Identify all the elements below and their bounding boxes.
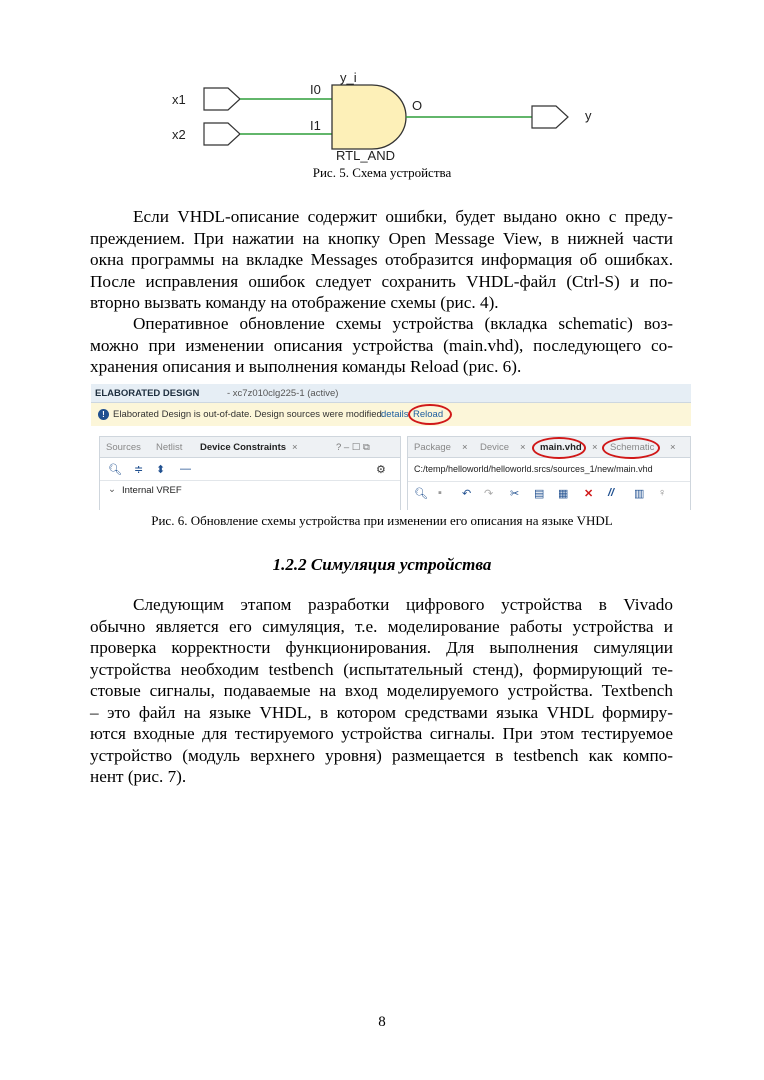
reload-link[interactable]: Reload (413, 409, 444, 420)
expand-all-icon[interactable]: ⬍ (156, 464, 166, 476)
pin-i1-label: I1 (310, 118, 321, 133)
paragraph-3-line: устройство (модуль верхнего уровня) размещается в testbench как компо- (90, 745, 673, 765)
chevron-down-icon[interactable]: ⌄ (108, 484, 116, 495)
paragraph-1-line: окна программы на вкладке Messages отобразится информация об ошибках. (90, 250, 673, 269)
editor-toolbar (408, 481, 690, 502)
paragraph-2-line: можно при изменении описания устройства (main.vhd), последующего со- (90, 335, 673, 355)
paragraph-1 (90, 206, 673, 314)
paragraph-2-line: хранения описания и выполнения команды Reload (рис. 6). (90, 357, 522, 376)
paragraph-1-line: Если VHDL-описание содержит ошибки, будет выдано окно с преду- (133, 207, 673, 226)
close-tab-icon[interactable]: × (292, 442, 298, 453)
tab-sources[interactable]: Sources (106, 442, 141, 453)
cut-icon[interactable]: ✂ (510, 488, 520, 500)
instance-name-label: y_i (340, 70, 357, 85)
tab-device[interactable]: Device (480, 442, 510, 453)
and-gate-shape (332, 85, 406, 149)
tab-package[interactable]: Package (414, 442, 451, 453)
paragraph-1-line: вторно вызвать команду на отображение схемы (рис. 4). (90, 293, 499, 312)
columns-icon[interactable]: ▥ (634, 488, 645, 500)
elaborated-design-titlebar (91, 384, 691, 403)
output-y-label: y (585, 108, 592, 123)
paragraph-3-line: стовые сигналы, подаваемые на вход моделируемого устройства. Textbench (90, 681, 673, 700)
search-icon[interactable]: 🔍︎ (108, 464, 122, 476)
out-of-date-banner (91, 403, 691, 426)
copy-icon[interactable]: ▤ (534, 488, 545, 500)
save-icon[interactable]: ▪ (438, 487, 442, 499)
main-vhd-highlight-oval (532, 437, 586, 459)
undo-icon[interactable]: ↶ (462, 488, 472, 500)
details-link[interactable]: details (381, 409, 409, 420)
reload-highlight-oval (408, 404, 452, 425)
input-port-x2-shape (204, 123, 240, 145)
info-icon: ! (98, 409, 109, 420)
out-of-date-message: Elaborated Design is out-of-date. Design sources were modified. (113, 409, 385, 420)
output-port-y-shape (532, 106, 568, 128)
figure-6-caption: Рис. 6. Обновление схемы устройства при изменении его описания на языке VHDL (151, 513, 613, 528)
paragraph-3-line: – это файл на языке VHDL, в котором средствами языка VHDL формиру- (90, 702, 673, 722)
schematic-highlight-oval (602, 437, 660, 459)
input-x2-label: x2 (172, 127, 186, 142)
paragraph-3-line: нент (рис. 7). (90, 767, 187, 786)
lightbulb-icon[interactable]: ♀ (658, 487, 667, 499)
page-number: 8 (378, 1014, 386, 1030)
paragraph-3-line: ются входные для тестируемого устройства сигналы. При этом тестируемое (90, 724, 673, 743)
tab-main-vhd[interactable]: main.vhd (540, 442, 582, 453)
editor-tab-row (408, 437, 690, 458)
paragraph-3 (90, 594, 673, 788)
schematic-figure (160, 66, 620, 166)
close-tab-icon[interactable]: × (462, 442, 468, 453)
gear-icon[interactable]: ⚙ (376, 464, 386, 476)
paragraph-3-line: проверка корректности функционирования. Для выполнения симуляции (90, 638, 673, 657)
close-tab-icon[interactable]: × (592, 442, 598, 453)
pin-i0-label: I0 (310, 82, 321, 97)
paragraph-3-line: Следующим этапом разработки цифрового устройства в Vivado (133, 595, 673, 614)
comment-icon[interactable]: // (608, 487, 615, 499)
tab-netlist[interactable]: Netlist (156, 442, 183, 453)
section-heading: 1.2.2 Симуляция устройства (272, 555, 492, 574)
sources-tab-row (100, 437, 400, 458)
paragraph-3-line: обычно является его симуляция, т.е. моделирование работы устройства и (90, 616, 673, 636)
search-icon[interactable]: 🔍︎ (414, 488, 428, 500)
close-tab-icon[interactable]: × (670, 442, 676, 453)
tab-device-constraints[interactable]: Device Constraints (200, 442, 287, 453)
paragraph-1-line: После исправления ошибок следует сохранить VHDL-файл (Ctrl-S) и по- (90, 271, 673, 291)
close-tab-icon[interactable]: × (520, 442, 526, 453)
vivado-screenshot (91, 384, 691, 510)
panel-controls[interactable]: ? – ☐ ⧉ (336, 442, 370, 453)
paste-icon[interactable]: ▦ (558, 488, 569, 500)
paragraph-2-line: Оперативное обновление схемы устройства (вкладка schematic) воз- (133, 314, 673, 333)
collapse-all-icon[interactable]: ≑ (134, 464, 144, 476)
delete-icon[interactable]: ✕ (584, 488, 594, 500)
sources-toolbar (100, 458, 400, 481)
paragraph-2 (90, 313, 673, 378)
redo-icon[interactable]: ↷ (484, 488, 494, 500)
minus-icon[interactable]: — (180, 463, 191, 475)
input-port-x1-shape (204, 88, 240, 110)
tree-item-internal-vref[interactable]: Internal VREF (122, 485, 182, 496)
input-x1-label: x1 (172, 92, 186, 107)
paragraph-3-line: устройства необходим testbench (испытательный стенд), формирующий те- (90, 659, 673, 679)
sources-panel (99, 436, 401, 510)
editor-panel (407, 436, 691, 510)
file-path: C:/temp/helloworld/helloworld.srcs/sources_1/new/main.vhd (414, 464, 653, 474)
tree-row[interactable] (100, 481, 400, 499)
figure-5-caption: Рис. 5. Схема устройства (312, 165, 452, 180)
paragraph-1-line: преждением. При нажатии на кнопку Open Message View, в нижней части (90, 228, 673, 248)
pin-o-label: O (412, 98, 423, 113)
tab-schematic[interactable]: Schematic (610, 442, 655, 453)
elaborated-design-title: ELABORATED DESIGN (95, 388, 200, 399)
part-name: - xc7z010clg225-1 (active) (227, 388, 339, 399)
cell-type-label: RTL_AND (336, 148, 396, 163)
